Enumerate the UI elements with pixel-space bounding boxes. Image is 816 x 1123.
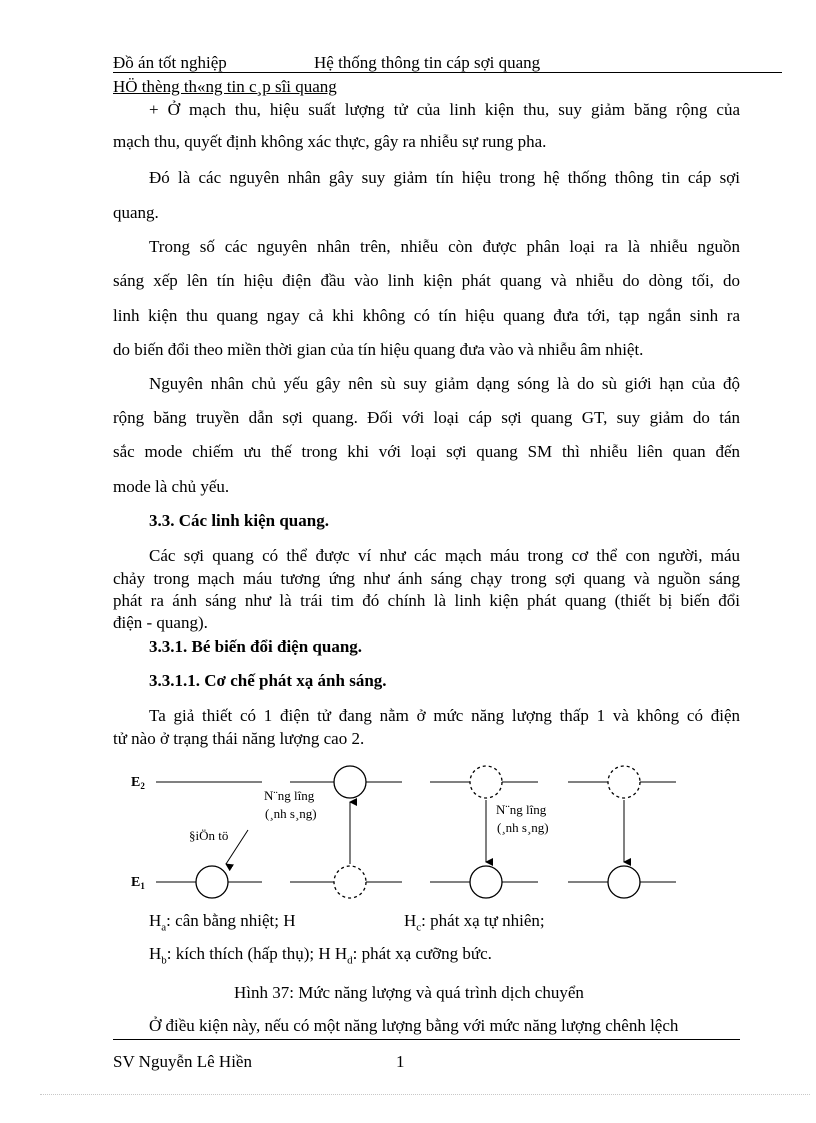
legend-line-1c: $H_c$: phát xạ tự nhiên; [404, 911, 545, 934]
footer-rule [113, 1039, 740, 1040]
header-left: Đồ án tốt nghiệp [113, 53, 227, 72]
panel-b-electron-vacancy [334, 866, 366, 898]
panel-a-pointer [226, 830, 248, 864]
p5-line2: chảy trong mạch máu tương ứng như ánh sáng chạy trong sợi quang và nguồn sáng [113, 569, 740, 588]
legend-line-1a: $H_a$: cân bằng nhiệt; H [149, 911, 296, 934]
panel-c-electron-vacancy [470, 766, 502, 798]
p2-line1: Đó là các nguyên nhân gây suy giảm tín hiệu trong hệ thống thông tin cáp sợi [149, 168, 740, 187]
p5-line1: Các sợi quang có thể được ví như các mạch máu trong cơ thể con người, máu [149, 546, 740, 565]
e1-label: $E_1$ [131, 875, 145, 891]
header-right: Hệ thống thông tin cáp sợi quang [314, 53, 541, 72]
panel-b-electron-excited [334, 766, 366, 798]
header-garbled: HÖ thèng th«ng tin c¸p sîi quang [113, 77, 337, 96]
p3-line2: sáng xếp lên tín hiệu điện đầu vào linh kiện phát quang và nhiễu do dòng tối, do [113, 271, 740, 290]
legend-line-2: $H_b$: kích thích (hấp thụ); H $H_d$: phát xạ cưỡng bức. [149, 944, 492, 967]
p3-line3: linh kiện thu quang ngay cả khi không có tín hiệu quang đưa tới, tạp ngắn sinh ra [113, 306, 740, 325]
heading-3-3-1-1: 3.3.1.1. Cơ chế phát xạ ánh sáng. [149, 671, 387, 690]
p4-line2: rộng băng truyền dẫn sợi quang. Đối với loại cáp sợi quang GT, suy giảm do tán [113, 408, 740, 427]
panel-c-energy-label-1: N¨ng lîng [496, 802, 547, 817]
heading-3-3: 3.3. Các linh kiện quang. [149, 511, 329, 530]
p3-line4: do biến đổi theo miền thời gian của tín hiệu quang đưa vào và nhiễu âm nhiệt. [113, 340, 644, 359]
panel-b-energy-label-1: N¨ng lîng [264, 788, 315, 803]
p6-line1: Ta giả thiết có 1 điện tử đang nằm ở mức năng lượng thấp 1 và không có điện [149, 706, 740, 725]
p4-line3: sắc mode chiếm ưu thế trong khi với loại sợi quang SM thì nhiễu liên quan đến [113, 442, 740, 461]
panel-b-energy-label-2: (¸nh s¸ng) [265, 806, 317, 821]
last-line: Ở điều kiện này, nếu có một năng lượng bằng với mức năng lượng chênh lệch [149, 1016, 679, 1035]
p4-line4: mode là chủ yếu. [113, 477, 230, 496]
p5-line4: điện - quang). [113, 613, 208, 632]
p1-line1: + Ở mạch thu, hiệu suất lượng tử của linh kiện thu, suy giảm băng rộng của [149, 100, 740, 119]
p4-line1: Nguyên nhân chủ yếu gây nên sù suy giảm dạng sóng là do sù giới hạn của độ [149, 374, 740, 393]
heading-3-3-1: 3.3.1. Bé biến đổi điện quang. [149, 637, 363, 656]
panel-d-electron-vacancy [608, 766, 640, 798]
panel-a-electron [196, 866, 228, 898]
p5-line3: phát ra ánh sáng như là trái tim đó chính là linh kiện phát quang (thiết bị biến đổi [113, 591, 740, 610]
p2-line2: quang. [113, 203, 159, 222]
p3-line1: Trong số các nguyên nhân trên, nhiễu còn được phân loại ra là nhiễu nguồn [149, 237, 740, 256]
panel-c-electron [470, 866, 502, 898]
panel-d-electron [608, 866, 640, 898]
panel-c-energy-label-2: (¸nh s¸ng) [497, 820, 549, 835]
electron-label: §iÖn tö [189, 828, 229, 843]
p6-line2: tử nào ở trạng thái năng lượng cao 2. [113, 729, 365, 748]
figure-caption: Hình 37: Mức năng lượng và quá trình dịch chuyển [234, 983, 584, 1002]
footer-page-number: 1 [396, 1052, 405, 1071]
e2-label: $E_2$ [131, 775, 145, 791]
footer-author: SV Nguyễn Lê Hiền [113, 1052, 252, 1071]
p1-line2: mạch thu, quyết định không xác thực, gây ra nhiễu sự rung pha. [113, 132, 547, 151]
page-bottom-divider [40, 1094, 810, 1095]
